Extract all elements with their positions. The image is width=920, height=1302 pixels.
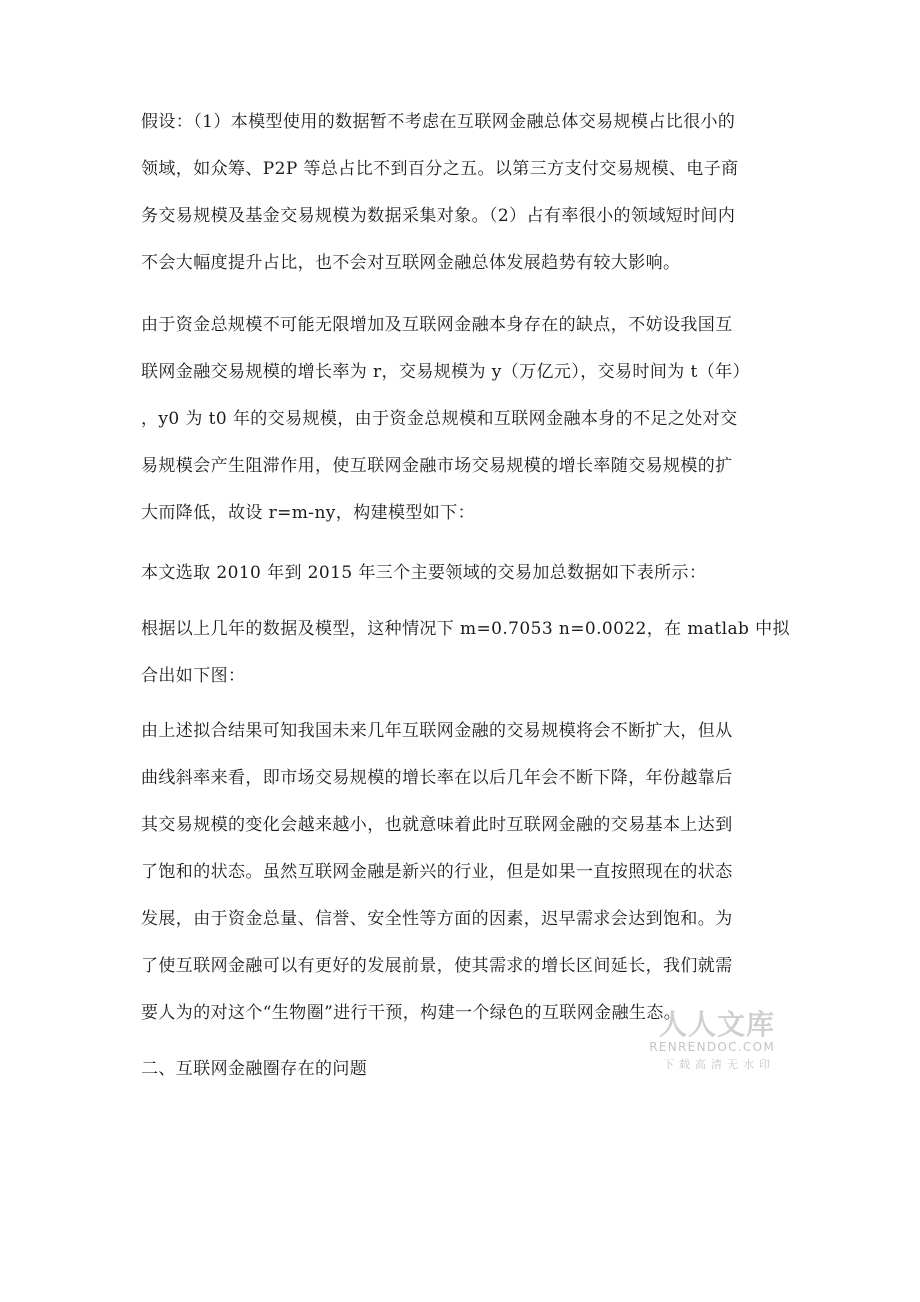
- watermark-logo: 人人文库: [658, 1008, 775, 1041]
- text-line: 其交易规模的变化会越来越小，也就意味着此时互联网金融的交易基本上达到: [141, 815, 733, 835]
- watermark-domain: RENRENDOC.COM: [649, 1040, 775, 1054]
- text-line: 了使互联网金融可以有更好的发展前景，使其需求的增长区间延长，我们就需: [141, 956, 733, 976]
- section-heading: 二、互联网金融圈存在的问题: [141, 1059, 368, 1079]
- text-line: 合出如下图：: [141, 666, 246, 686]
- text-line: 要人为的对这个“生物圈”进行干预，构建一个绿色的互联网金融生态。: [141, 1003, 682, 1023]
- text-line: 大而降低，故设 r=m-ny，构建模型如下：: [141, 503, 475, 523]
- text-line: 易规模会产生阻滞作用，使互联网金融市场交易规模的增长率随交易规模的扩: [141, 456, 733, 476]
- watermark-tagline: 下载高清无水印: [663, 1058, 775, 1071]
- text-line: 不会大幅度提升占比，也不会对互联网金融总体发展趋势有较大影响。: [141, 253, 681, 273]
- text-line: 领域，如众筹、P2P 等总占比不到百分之五。以第三方支付交易规模、电子商: [141, 159, 739, 179]
- text-line: 由上述拟合结果可知我国未来几年互联网金融的交易规模将会不断扩大，但从: [141, 721, 733, 741]
- text-line: 联网金融交易规模的增长率为 r，交易规模为 y（万亿元），交易时间为 t（年）: [141, 362, 750, 382]
- text-line: ，y0 为 t0 年的交易规模，由于资金总规模和互联网金融本身的不足之处对交: [141, 409, 738, 429]
- text-line: 由于资金总规模不可能无限增加及互联网金融本身存在的缺点，不妨设我国互: [141, 315, 733, 335]
- text-line: 务交易规模及基金交易规模为数据采集对象。（2）占有率很小的领域短时间内: [141, 206, 736, 226]
- text-line: 本文选取 2010 年到 2015 年三个主要领域的交易加总数据如下表所示：: [141, 563, 707, 583]
- text-line: 了饱和的状态。虽然互联网金融是新兴的行业，但是如果一直按照现在的状态: [141, 862, 733, 882]
- text-line: 曲线斜率来看，即市场交易规模的增长率在以后几年会不断下降，年份越靠后: [141, 768, 733, 788]
- text-line: 假设：（1）本模型使用的数据暂不考虑在互联网金融总体交易规模占比很小的: [141, 112, 736, 132]
- text-line: 根据以上几年的数据及模型，这种情况下 m=0.7053 n=0.0022，在 matlab 中拟: [141, 619, 790, 639]
- text-line: 发展，由于资金总量、信誉、安全性等方面的因素，迟早需求会达到饱和。为: [141, 909, 733, 929]
- watermark: [645, 1008, 775, 1073]
